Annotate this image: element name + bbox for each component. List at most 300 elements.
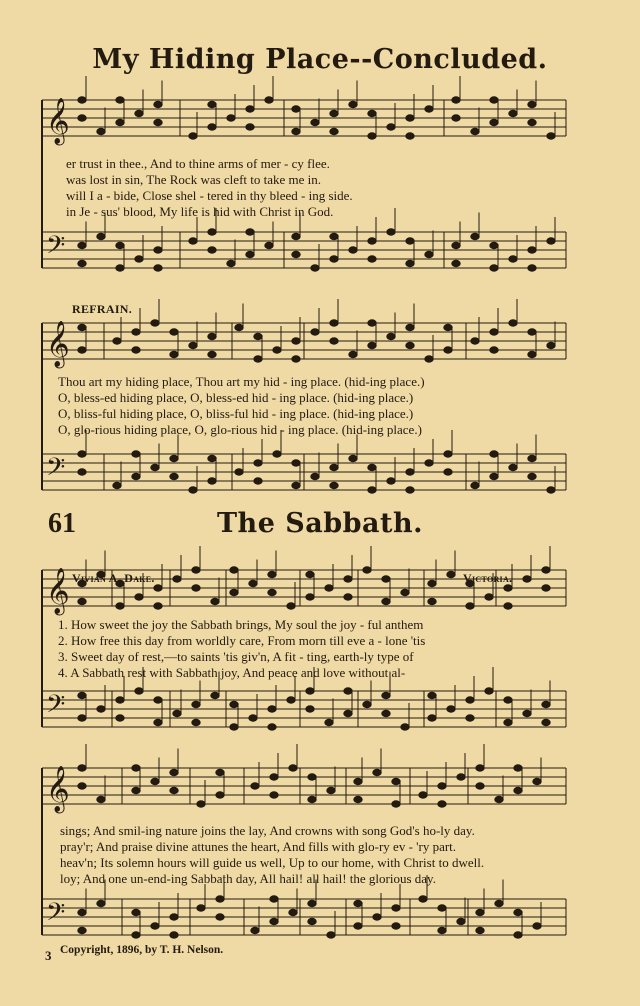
note-head [547,238,555,244]
clef-icon: 𝄞 [46,321,70,367]
note-head [78,115,86,121]
note-head [476,927,484,933]
note-head [476,765,484,771]
note-head [490,329,498,335]
note-head [330,320,338,326]
note-head [151,778,159,784]
clef-icon: 𝄢 [46,231,66,266]
clef-icon: 𝄢 [46,453,66,488]
note-head [485,688,493,694]
refrain-label: REFRAIN. [72,302,133,316]
note-head [78,469,86,475]
note-head [311,473,319,479]
note-head [306,571,314,577]
note-head [132,909,140,915]
hymn-title: The Sabbath. [216,508,424,539]
note-head [444,469,452,475]
note-head [373,914,381,920]
refrain-lyrics [58,374,425,438]
note-head [490,347,498,353]
note-head [428,580,436,586]
note-head [170,473,178,479]
note-head [97,900,105,906]
note-head [268,724,276,730]
note-head [230,567,238,573]
note-head [116,97,124,103]
note-head [154,247,162,253]
note-head [189,342,197,348]
note-head [425,251,433,257]
clef-icon: 𝄢 [46,690,66,725]
note-head [78,715,86,721]
note-head [132,765,140,771]
note-head [208,101,216,107]
note-head [471,338,479,344]
note-head [406,487,414,493]
note-head [308,796,316,802]
sabbath-lyric-line: pray'r; And praise divine attunes the heart, And fills with glo-ry ev - 'ry part. [60,839,457,854]
note-head [208,124,216,130]
note-head [151,320,159,326]
clef-icon: 𝄞 [46,568,70,614]
note-head [528,247,536,253]
note-head [78,598,86,604]
note-head [211,598,219,604]
note-head [154,697,162,703]
note-head [251,927,259,933]
note-head [311,329,319,335]
note-head [230,724,238,730]
note-head [466,697,474,703]
note-head [471,233,479,239]
page-number: 3 [45,948,52,963]
clef-icon: 𝄞 [46,766,70,812]
note-head [151,923,159,929]
note-head [170,329,178,335]
refrain-lyric-line: O, bliss-ful hiding place, O, bliss-ful hid - ing place. (hid-ing place.) [58,406,414,421]
note-head [485,594,493,600]
note-head [392,801,400,807]
note-head [444,347,452,353]
refrain-lyric-line: O, bless-ed hiding place, O, bless-ed hid - ing place. (hid-ing place.) [58,390,414,405]
note-head [528,101,536,107]
note-head [406,238,414,244]
note-head [509,464,517,470]
note-head [387,333,395,339]
note-head [428,692,436,698]
note-head [227,115,235,121]
verse-lyric-line: was lost in sin, The Rock was cleft to take me in. [66,172,322,187]
note-head [208,351,216,357]
note-head [216,792,224,798]
note-head [533,778,541,784]
note-head [289,765,297,771]
note-head [330,128,338,134]
note-head [368,110,376,116]
sabbath-lyrics-part2 [60,823,484,887]
note-head [349,101,357,107]
note-head [135,256,143,262]
note-head [154,719,162,725]
note-head [330,464,338,470]
note-head [78,451,86,457]
tune-name: Victoria. [463,571,513,585]
note-head [116,242,124,248]
note-head [246,229,254,235]
note-head [78,765,86,771]
note-head [254,356,262,362]
note-head [401,724,409,730]
note-head [216,769,224,775]
note-head [406,133,414,139]
note-head [504,719,512,725]
note-head [428,715,436,721]
note-head [78,347,86,353]
note-head [363,567,371,573]
note-head [382,692,390,698]
note-head [170,351,178,357]
note-head [265,242,273,248]
note-head [509,110,517,116]
note-head [547,487,555,493]
note-head [447,571,455,577]
note-head [208,247,216,253]
note-head [216,914,224,920]
note-head [273,347,281,353]
note-head [406,260,414,266]
note-head [308,918,316,924]
note-head [292,460,300,466]
note-head [368,256,376,262]
note-head [509,320,517,326]
verse-lyric-line: will I a - bide, Close shel - tered in thy bleed - ing side. [66,188,353,203]
note-head [311,119,319,125]
note-head [419,792,427,798]
note-head [452,260,460,266]
author-credit: Vivian A. Dake. [72,571,155,585]
note-head [151,464,159,470]
note-head [132,473,140,479]
verse-lyric-line: er trust in thee., And to thine arms of mer - cy flee. [66,156,330,171]
note-head [509,256,517,262]
note-head [78,909,86,915]
note-head [406,324,414,330]
note-head [192,701,200,707]
note-head [189,238,197,244]
note-head [268,706,276,712]
note-head [344,576,352,582]
note-head [457,918,465,924]
note-head [273,451,281,457]
note-head [135,688,143,694]
note-head [154,585,162,591]
note-head [287,603,295,609]
note-head [452,97,460,103]
note-head [363,701,371,707]
note-head [392,923,400,929]
note-head [116,603,124,609]
note-head [197,905,205,911]
note-head [325,719,333,725]
note-head [425,460,433,466]
note-head [170,455,178,461]
note-head [270,896,278,902]
note-head [387,124,395,130]
note-head [311,265,319,271]
verse-lyrics [66,156,353,220]
note-head [471,128,479,134]
note-head [292,482,300,488]
note-head [330,482,338,488]
note-head [419,896,427,902]
note-head [306,594,314,600]
note-head [490,265,498,271]
clef-icon: 𝄞 [46,98,70,144]
refrain-lyric-line: O, glo-rious hiding place, O, glo-rious hid - ing place. (hid-ing place.) [58,422,422,437]
note-head [78,692,86,698]
note-head [308,774,316,780]
note-head [173,576,181,582]
note-head [523,710,531,716]
note-head [246,106,254,112]
note-head [490,242,498,248]
note-head [270,774,278,780]
note-head [349,455,357,461]
note-head [116,697,124,703]
note-head [292,233,300,239]
sabbath-lyrics-part1 [58,617,425,681]
note-head [287,697,295,703]
note-head [173,710,181,716]
note-head [471,482,479,488]
note-head [368,133,376,139]
note-head [289,909,297,915]
note-head [189,133,197,139]
note-head [533,923,541,929]
note-head [528,329,536,335]
note-head [425,106,433,112]
note-head [425,356,433,362]
note-head [349,247,357,253]
note-head [528,455,536,461]
clef-icon: 𝄢 [46,898,66,933]
note-head [330,256,338,262]
note-head [227,260,235,266]
note-head [514,765,522,771]
note-head [349,351,357,357]
verse-lyric-line: in Je - sus' blood, My life is hid with Christ in God. [66,204,334,219]
note-head [208,455,216,461]
note-head [368,487,376,493]
note-head [97,128,105,134]
note-head [344,594,352,600]
note-head [268,571,276,577]
note-head [444,324,452,330]
note-head [495,796,503,802]
note-head [135,594,143,600]
note-head [78,97,86,103]
hymn-number: 61 [48,508,76,539]
note-head [78,927,86,933]
note-head [330,110,338,116]
note-head [135,110,143,116]
note-head [542,585,550,591]
note-head [154,265,162,271]
note-head [354,796,362,802]
note-head [490,97,498,103]
note-head [373,769,381,775]
note-head [254,478,262,484]
note-head [246,251,254,257]
note-head [132,932,140,938]
note-head [452,115,460,121]
note-head [292,251,300,257]
note-head [116,119,124,125]
note-head [113,338,121,344]
note-head [490,473,498,479]
note-head [216,896,224,902]
note-head [154,603,162,609]
note-head [268,589,276,595]
note-head [401,589,409,595]
note-head [354,778,362,784]
note-head [132,787,140,793]
note-head [438,927,446,933]
sabbath-lyric-line: 3. Sweet day of rest,—to saints 'tis giv'n, A fit - ting, earth-ly type of [58,649,414,664]
note-head [444,451,452,457]
note-head [387,229,395,235]
copyright-notice: Copyright, 1896, by T. H. Nelson. [60,944,224,956]
note-head [235,469,243,475]
note-head [327,932,335,938]
note-head [208,478,216,484]
note-head [542,701,550,707]
note-head [132,347,140,353]
note-head [438,905,446,911]
note-head [354,900,362,906]
note-head [249,580,257,586]
note-head [344,688,352,694]
note-head [368,320,376,326]
note-head [308,900,316,906]
note-head [154,101,162,107]
note-head [382,598,390,604]
note-head [514,932,522,938]
note-head [292,128,300,134]
note-head [387,478,395,484]
note-head [542,567,550,573]
note-head [97,706,105,712]
note-head [189,487,197,493]
note-head [265,97,273,103]
note-head [504,697,512,703]
sabbath-lyric-line: loy; And one un-end-ing Sabbath day, All hail! all hail! the glorious day. [60,871,436,886]
note-head [547,342,555,348]
sabbath-lyric-line: 4. A Sabbath rest with Sabbath joy, And peace and love without al- [58,665,406,680]
note-head [325,585,333,591]
note-head [78,260,86,266]
note-head [97,796,105,802]
note-head [504,603,512,609]
note-head [270,792,278,798]
note-head [392,778,400,784]
note-head [428,598,436,604]
note-head [78,242,86,248]
note-head [528,473,536,479]
note-head [192,567,200,573]
note-head [547,133,555,139]
note-head [97,233,105,239]
note-head [170,787,178,793]
note-head [528,265,536,271]
note-head [457,774,465,780]
sabbath-lyric-line: 1. How sweet the joy the Sabbath brings, My soul the joy - ful anthem [58,617,424,632]
note-head [132,329,140,335]
note-head [235,324,243,330]
note-head [542,719,550,725]
note-head [292,356,300,362]
note-head [192,585,200,591]
note-head [514,787,522,793]
note-head [438,801,446,807]
note-head [170,932,178,938]
note-head [270,918,278,924]
note-head [528,351,536,357]
note-head [230,701,238,707]
note-head [406,469,414,475]
note-head [382,710,390,716]
note-head [368,238,376,244]
note-head [523,576,531,582]
note-head [230,589,238,595]
note-head [306,706,314,712]
note-head [197,801,205,807]
note-head [406,115,414,121]
note-head [476,909,484,915]
section-title: My Hiding Place--Concluded. [92,44,548,75]
refrain-lyric-line: Thou art my hiding place, Thou art my hid - ing place. (hid-ing place.) [58,374,425,389]
note-head [251,783,259,789]
note-head [476,783,484,789]
note-head [192,719,200,725]
note-head [447,706,455,712]
note-head [466,715,474,721]
note-head [132,451,140,457]
note-head [292,338,300,344]
note-head [514,909,522,915]
note-head [406,342,414,348]
note-head [466,603,474,609]
note-head [330,338,338,344]
note-head [113,482,121,488]
note-head [208,333,216,339]
note-head [306,688,314,694]
note-head [382,576,390,582]
note-head [170,769,178,775]
note-head [254,333,262,339]
note-head [490,451,498,457]
note-head [327,787,335,793]
note-head [116,265,124,271]
note-head [78,324,86,330]
note-head [208,229,216,235]
sabbath-lyric-line: heav'n; Its solemn hours will guide us well, Up to our home, with Christ to dwell. [60,855,485,870]
note-head [354,923,362,929]
note-head [495,900,503,906]
note-head [211,692,219,698]
note-head [170,914,178,920]
note-head [246,124,254,130]
